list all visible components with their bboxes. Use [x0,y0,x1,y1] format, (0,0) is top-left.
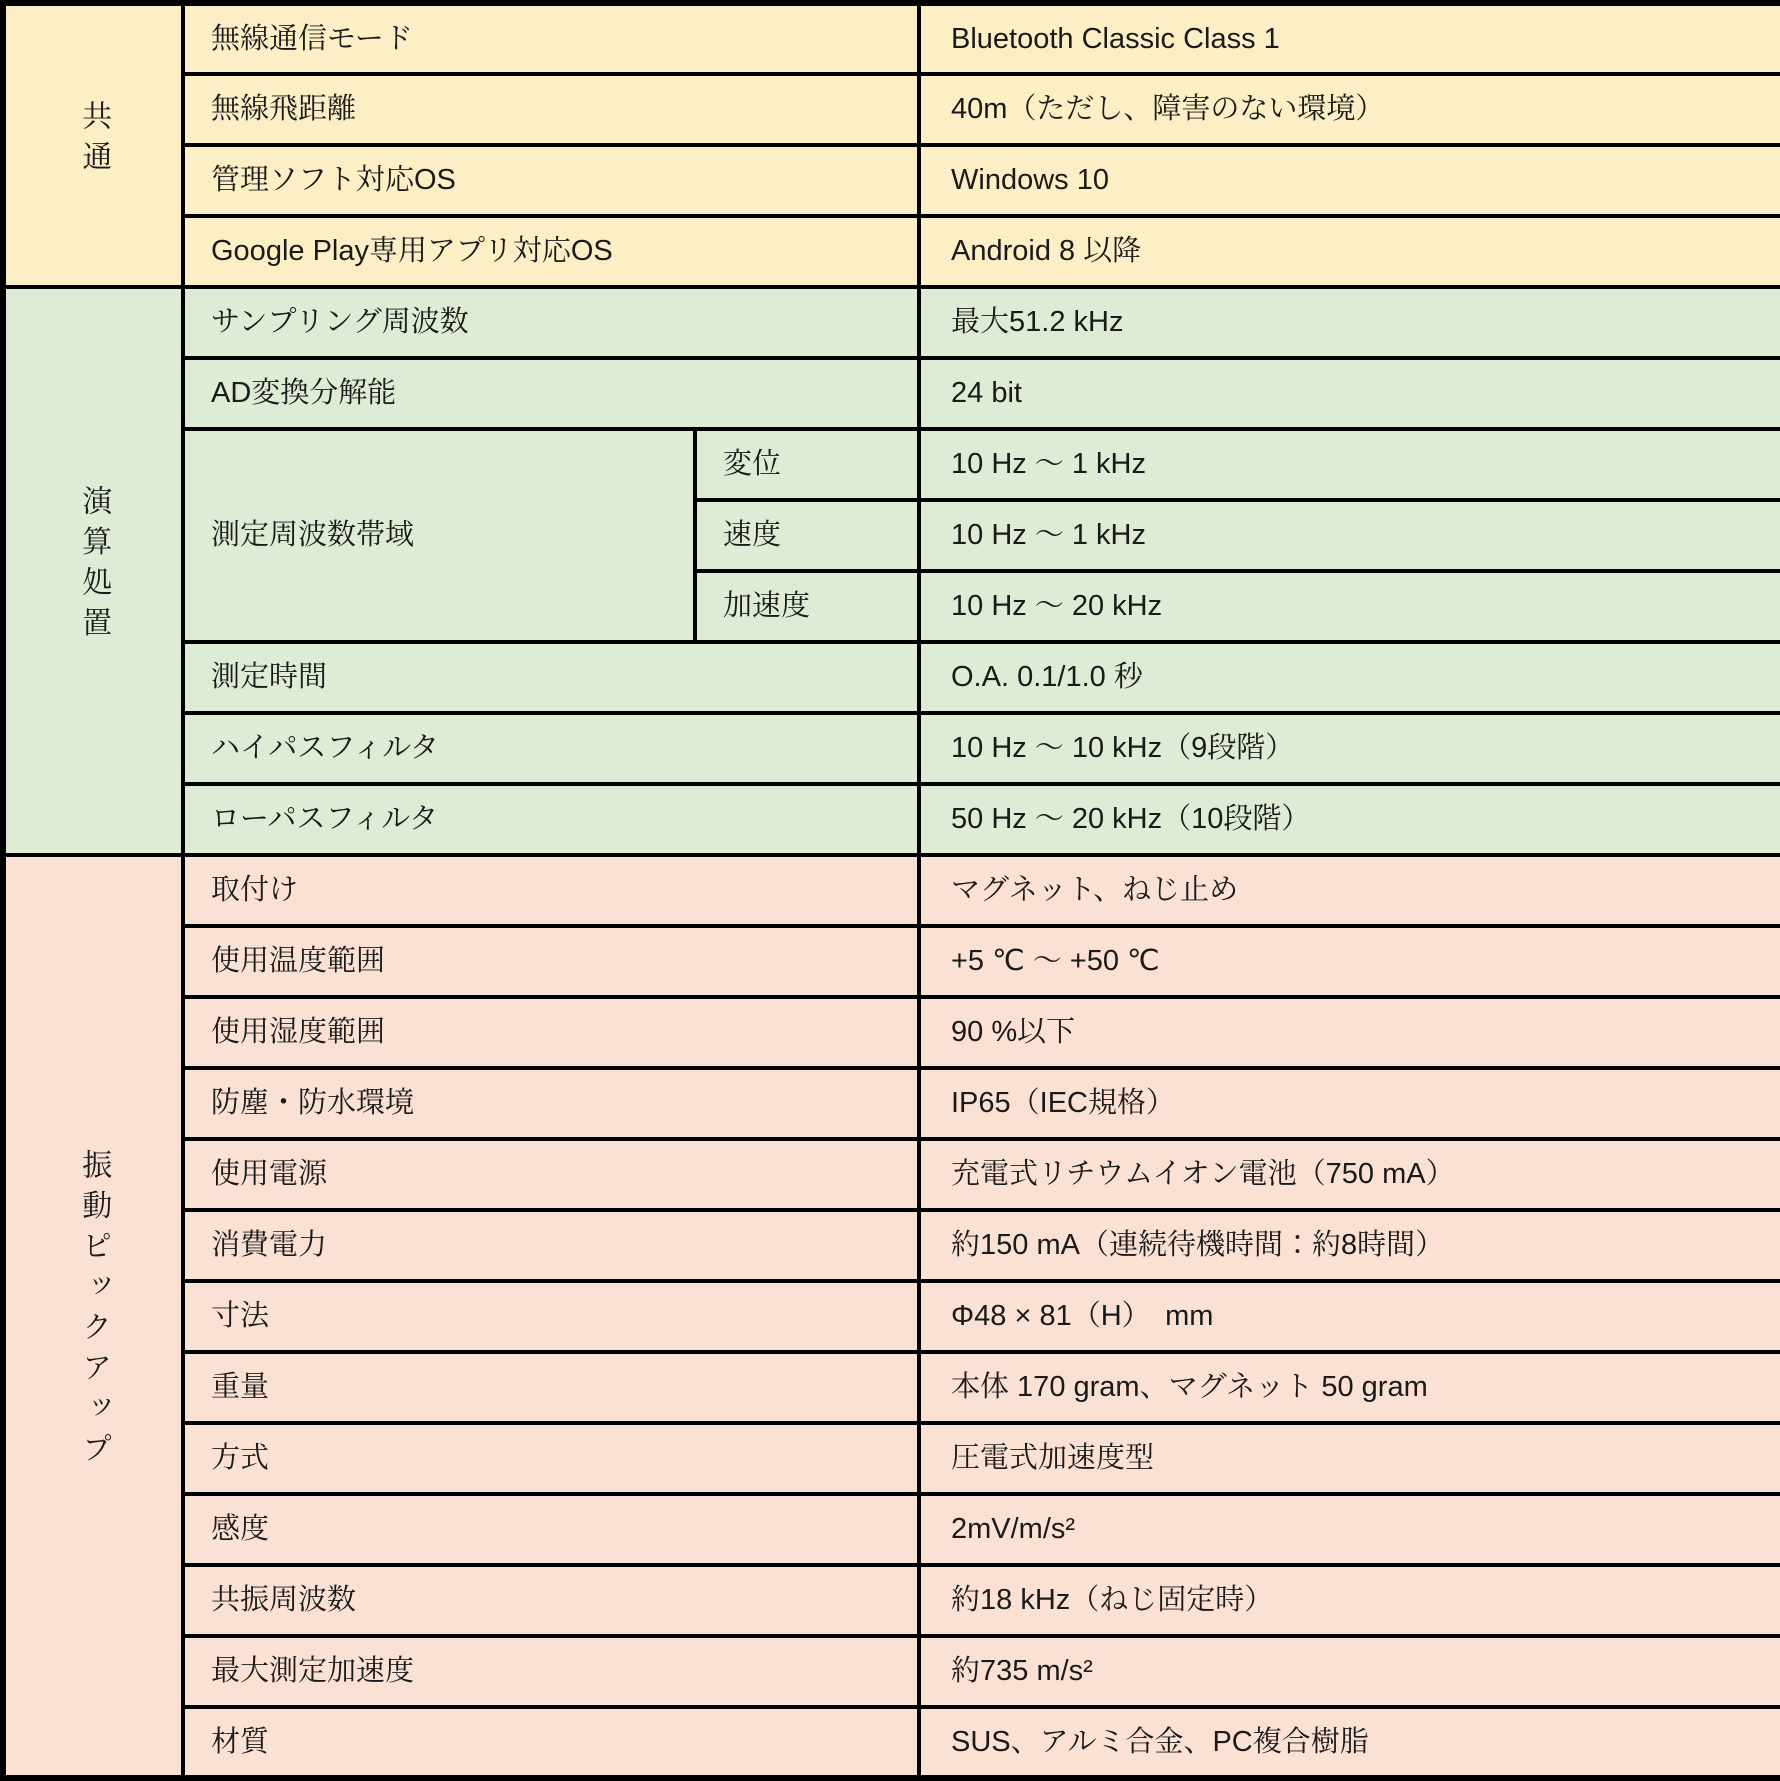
table-row [3,1210,1780,1281]
spec-value: 10 Hz ～ 20 kHz [919,571,1780,642]
spec-item-label: 無線通信モード [183,3,919,74]
table-row [3,74,1780,145]
spec-value: 50 Hz ～ 20 kHz（10段階） [919,784,1780,855]
table-row [3,1565,1780,1636]
table-row [3,713,1780,784]
spec-sub-label: 速度 [695,500,919,571]
table-row [3,1139,1780,1210]
spec-sub-label: 加速度 [695,571,919,642]
spec-item-label: ハイパスフィルタ [183,713,919,784]
spec-value: +5 ℃ ～ +50 ℃ [919,926,1780,997]
spec-item-label: 感度 [183,1494,919,1565]
table-row [3,429,1780,500]
table-row [3,855,1780,926]
spec-item-label: 使用電源 [183,1139,919,1210]
spec-value: 約735 m/s² [919,1636,1780,1707]
table-row [3,1281,1780,1352]
spec-value: Bluetooth Classic Class 1 [919,3,1780,74]
table-row [3,3,1780,74]
section-label-common [3,3,183,287]
table-row [3,997,1780,1068]
spec-value: 40m（ただし、障害のない環境） [919,74,1780,145]
spec-value: O.A. 0.1/1.0 秒 [919,642,1780,713]
spec-value: 最大51.2 kHz [919,287,1780,358]
spec-value: 充電式リチウムイオン電池（750 mA） [919,1139,1780,1210]
spec-item-label: Google Play専用アプリ対応OS [183,216,919,287]
spec-item-label: 測定時間 [183,642,919,713]
spec-item-label: 防塵・防水環境 [183,1068,919,1139]
spec-item-label: 管理ソフト対応OS [183,145,919,216]
section-label-text: 演算処置 [77,485,111,648]
spec-value: Windows 10 [919,145,1780,216]
table-row [3,642,1780,713]
table-row [3,1494,1780,1565]
spec-value: 圧電式加速度型 [919,1423,1780,1494]
spec-value: Android 8 以降 [919,216,1780,287]
spec-item-label: 取付け [183,855,919,926]
table-row [3,358,1780,429]
table-row [3,1068,1780,1139]
spec-item-label: 共振周波数 [183,1565,919,1636]
spec-item-label: 消費電力 [183,1210,919,1281]
spec-item-label: 測定周波数帯域 [183,429,695,642]
section-label-processing [3,287,183,855]
section-label-text: 共通 [77,100,111,182]
spec-value: 24 bit [919,358,1780,429]
table-row [3,1352,1780,1423]
table-row [3,1423,1780,1494]
spec-sub-label: 変位 [695,429,919,500]
spec-item-label: サンプリング周波数 [183,287,919,358]
spec-value: 2mV/m/s² [919,1494,1780,1565]
spec-value: 10 Hz ～ 1 kHz [919,429,1780,500]
table-row [3,145,1780,216]
spec-value: 本体 170 gram、マグネット 50 gram [919,1352,1780,1423]
spec-item-label: 無線飛距離 [183,74,919,145]
spec-value: SUS、アルミ合金、PC複合樹脂 [919,1707,1780,1778]
spec-value: 約150 mA（連続待機時間：約8時間） [919,1210,1780,1281]
spec-item-label: 材質 [183,1707,919,1778]
table-row [3,1636,1780,1707]
table-row [3,784,1780,855]
spec-item-label: 重量 [183,1352,919,1423]
spec-item-label: 使用湿度範囲 [183,997,919,1068]
spec-value: 10 Hz ～ 10 kHz（9段階） [919,713,1780,784]
table-row [3,287,1780,358]
spec-value: 10 Hz ～ 1 kHz [919,500,1780,571]
section-label-text: 振動ピックアップ [77,1149,111,1474]
spec-item-label: ローパスフィルタ [183,784,919,855]
spec-value: Φ48 × 81（H） mm [919,1281,1780,1352]
section-label-pickup [3,855,183,1778]
spec-item-label: 使用温度範囲 [183,926,919,997]
spec-item-label: 方式 [183,1423,919,1494]
table-row [3,1707,1780,1778]
spec-item-label: AD変換分解能 [183,358,919,429]
spec-value: マグネット、ねじ止め [919,855,1780,926]
spec-value: 約18 kHz（ねじ固定時） [919,1565,1780,1636]
spec-value: 90 %以下 [919,997,1780,1068]
spec-item-label: 寸法 [183,1281,919,1352]
spec-value: IP65（IEC規格） [919,1068,1780,1139]
table-row [3,216,1780,287]
table-row [3,926,1780,997]
spec-item-label: 最大測定加速度 [183,1636,919,1707]
